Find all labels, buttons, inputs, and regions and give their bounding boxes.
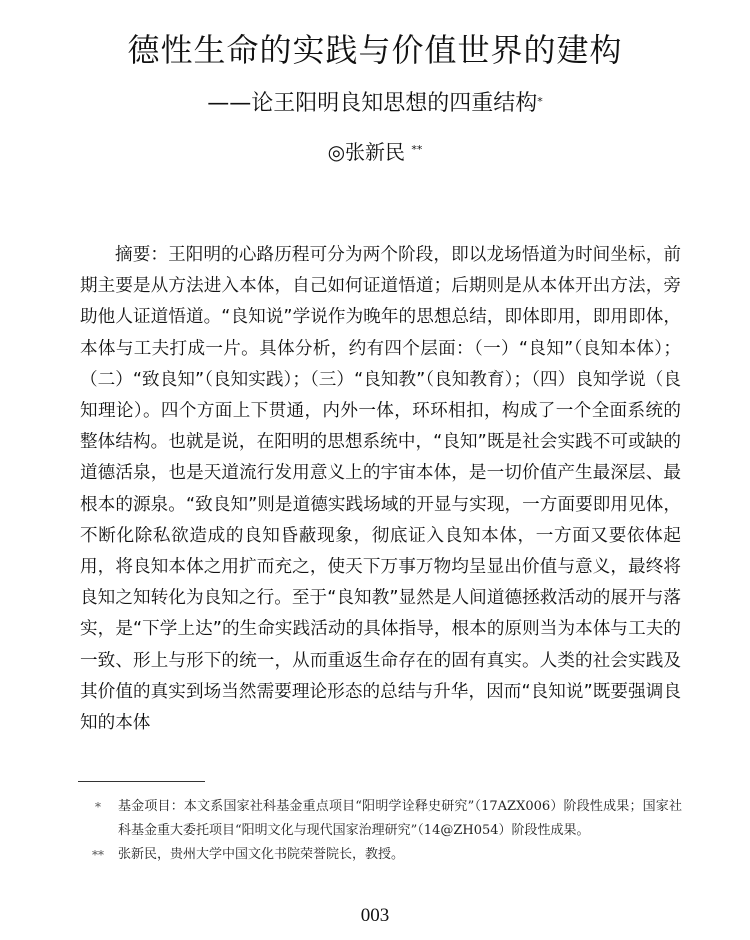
footnote-author (78, 843, 682, 867)
footnote-mark: ** (92, 848, 104, 862)
abstract-paragraph: 摘要：王阳明的心路历程可分为两个阶段，即以龙场悟道为时间坐标，前期主要是从方法进入本体，自己如何证道悟道；后期则是从本体开出方法，旁助他人证道悟道。“良知说”学说作为晚年的思想总结，即体即用，即用即体，本体与工夫打成一片。具体分析，约有四个层面：（一）“良知”（良知本体）；（二）“致良知”（良知实践）；（三）“良知教”（良知教育）；（四）良知学说（良知理论）。四个方面上下贯通，内外一体，环环相扣，构成了一个全面系统的整体结构。也就是说，在阳明的思想系统中，“良知”既是社会实践不可或缺的道德活泉，也是天道流行发用意义上的宇宙本体，是一切价值产生最深层、最根本的源泉。“致良知”则是道德实践场域的开显与实现，一方面要即用见体，不断化除私欲造成的良知昏蔽现象，彻底证入良知本体，一方面又要依体起用，将良知本体之用扩而充之，使天下万事万物均呈显出价值与意义，最终将良知之知转化为良知之行。至于“良知教”显然是人间道德拯救活动的展开与落实，是“下学上达”的生命实践活动的具体指导，根本的原则当为本体与工夫的一致、形上与形下的统一，从而重返生命存在的固有真实。人类的社会实践及其价值的真实到场当然需要理论形态的总结与升华，因而“良知说”既要强调良知的本体 (80, 245, 681, 734)
author-footnote-mark: ** (411, 143, 423, 156)
footnote-mark: * (95, 800, 101, 814)
footnote-funding (78, 795, 682, 843)
article-subtitle (0, 89, 750, 119)
footnote-text: 基金项目：本文系国家社科基金重点项目“阳明学诠释史研究”（17AZX006）阶段性成果；国家社科基金重大委托项目“阳明文化与现代国家治理研究”（14@ZH054）阶段性成果。 (118, 799, 682, 838)
page-number: 003 (360, 905, 390, 926)
footnote-divider (78, 781, 205, 782)
article-title: 德性生命的实践与价值世界的建构 (127, 31, 623, 69)
footnote-text: 张新民，贵州大学中国文化书院荣誉院长，教授。 (118, 847, 405, 862)
author-line (0, 138, 750, 166)
subtitle-text: ——论王阳明良知思想的四重结构 (207, 91, 538, 116)
footnotes (78, 795, 682, 867)
subtitle-footnote-mark: * (537, 95, 543, 108)
author-name: 张新民 (345, 140, 406, 164)
author-prefix-symbol: ◎ (327, 140, 346, 164)
